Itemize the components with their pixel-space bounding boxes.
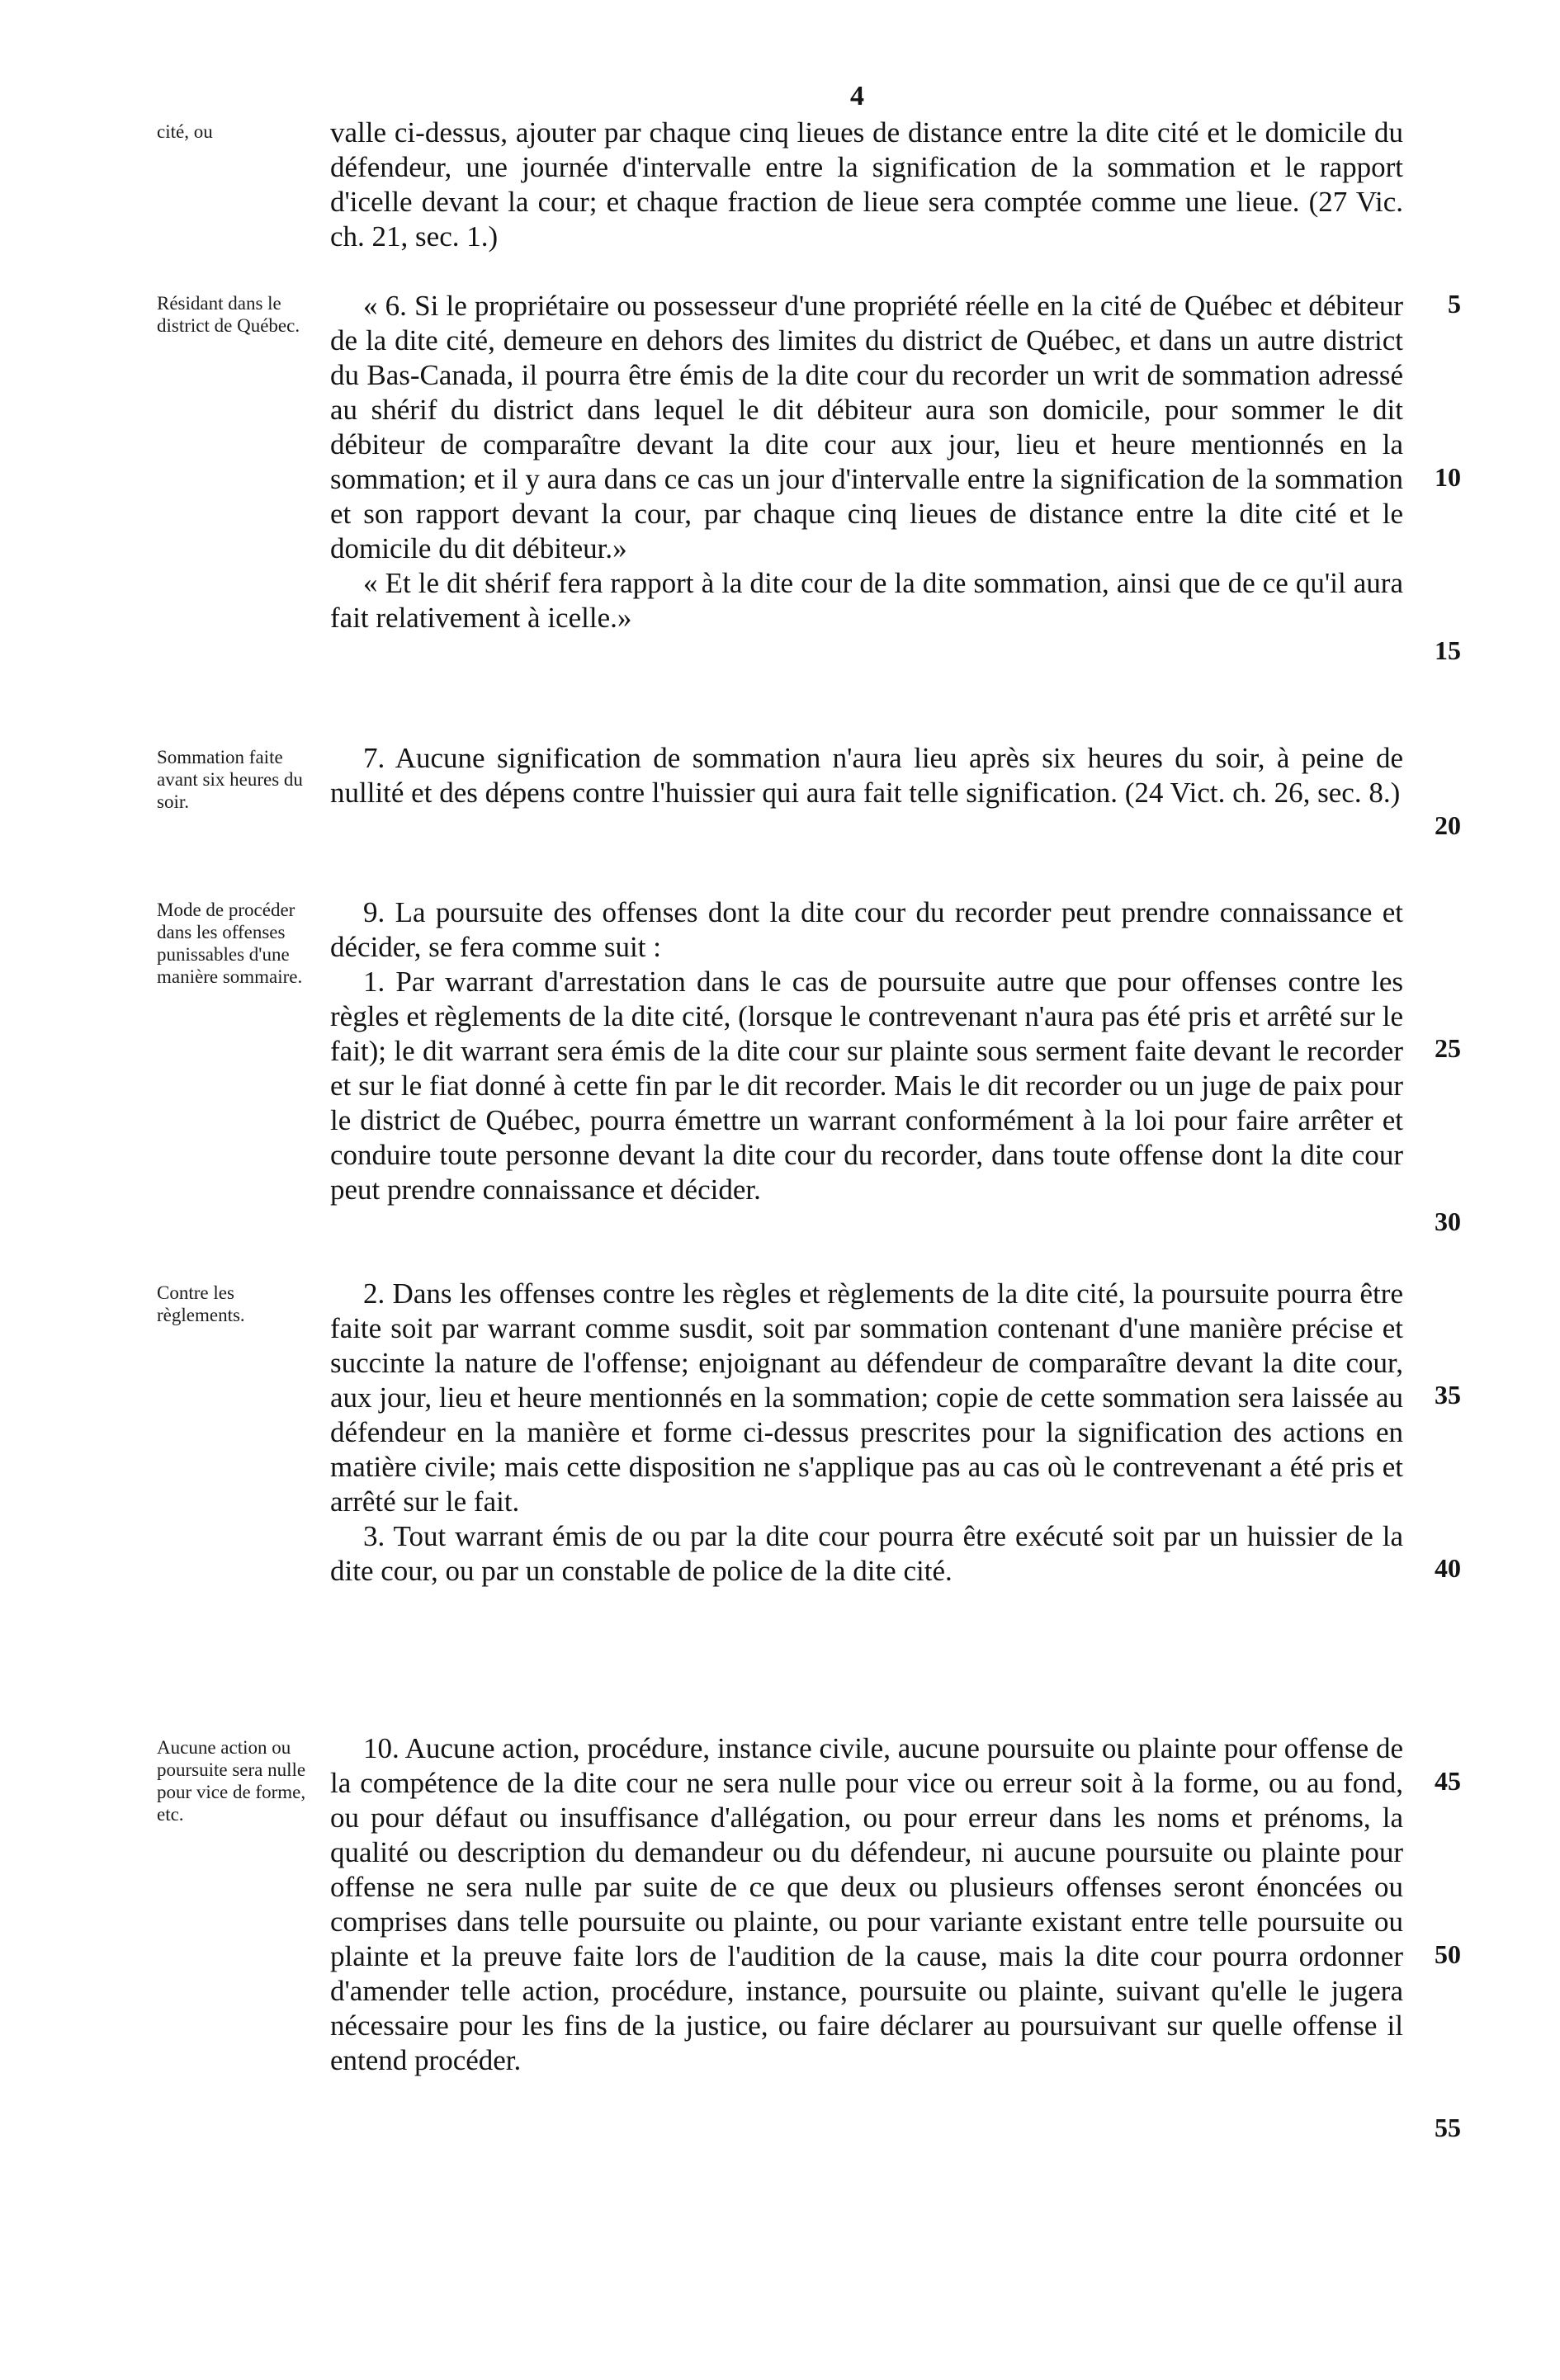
line-number: 50 (1435, 1939, 1461, 1969)
paragraph: « 6. Si le propriétaire ou possesseur d'une propriété réelle en la cité de Québec et débiteur de la dite cité, demeure en dehors des limites du district de Québec, et dans un autre district du Bas-Canada, il pourra être émis de la dite cour du recorder un writ de sommation adressé au shérif du district dans lequel le dit débiteur aura son domicile, pour sommer le dit débiteur de comparaître devant la dite cour aux jour, lieu et heure mentionnés en la sommation; et il y aura dans ce cas un jour d'intervalle entre la signification de la sommation et son rapport devant la cour, par chaque cinq lieues de distance entre la dite cité et le domicile du dit débiteur.» (330, 290, 1403, 564)
line-number: 30 (1435, 1207, 1461, 1236)
paragraph: valle ci-dessus, ajouter par chaque cinq lieues de distance entre la dite cité et le domicile du défendeur, une journée d'intervalle entre la signification de la sommation et le rapport d'icelle devant la cour; et chaque fraction de lieue sera comptée comme une lieue. (27 Vic. ch. 21, sec. 1.) (330, 116, 1403, 253)
margin-note: Sommation faite avant six heures du soir. (157, 747, 303, 812)
section-text (330, 289, 1403, 635)
margin-note: cité, ou (157, 121, 213, 142)
paragraph: 2. Dans les offenses contre les règles et règlements de la dite cité, la poursuite pourra être faite soit par warrant comme susdit, soit par sommation contenant d'une manière précise et succinte la nature de l'offense; enjoignant au défendeur de comparaître devant la dite cour, aux jour, lieu et heure mentionnés en la sommation; copie de cette sommation sera laissée au défendeur en la manière et forme ci-dessus prescrites pour la signification des actions en matière civile; mais cette disposition ne s'applique pas au cas où le contrevenant a été pris et arrêté sur le fait. (330, 1277, 1403, 1518)
section-text (330, 741, 1403, 810)
line-number: 20 (1435, 810, 1461, 840)
line-number: 10 (1435, 462, 1461, 492)
line-number: 55 (1435, 2113, 1461, 2142)
line-number: 15 (1435, 635, 1461, 665)
section-text (330, 116, 1403, 254)
line-number: 35 (1435, 1380, 1461, 1410)
line-number: 25 (1435, 1033, 1461, 1063)
margin-note: Mode de procéder dans les offenses punissables d'une manière sommaire. (157, 900, 303, 987)
section-text (330, 895, 1403, 1207)
margin-note: Résidant dans le district de Québec. (157, 293, 300, 336)
line-number: 45 (1435, 1766, 1461, 1796)
paragraph: 3. Tout warrant émis de ou par la dite cour pourra être exécuté soit par un huissier de la dite cour, ou par un constable de police de la dite cité. (330, 1520, 1403, 1587)
margin-note: Aucune action ou poursuite sera nulle pour vice de forme, etc. (157, 1737, 306, 1825)
paragraph: « Et le dit shérif fera rapport à la dite cour de la dite sommation, ainsi que de ce qu'il aura fait relativement à icelle.» (330, 567, 1403, 634)
line-number: 40 (1435, 1553, 1461, 1583)
paragraph: 1. Par warrant d'arrestation dans le cas de poursuite autre que pour offenses contre les règles et règlements de la dite cité, (lorsque le contrevenant n'aura pas été pris et arrêté sur le fait); le dit warrant sera émis de la dite cour sur plainte sous serment faite devant le recorder et sur le fiat donné à cette fin par le dit recorder. Mais le dit recorder ou un juge de paix pour le district de Québec, pourra émettre un warrant conformément à la loi pour faire arrêter et conduire toute personne devant la dite cour du recorder, dans toute offense dont la dite cour peut prendre connaissance et décider. (330, 966, 1403, 1206)
page-number: 4 (850, 81, 864, 111)
paragraph: 9. La poursuite des offenses dont la dite cour du recorder peut prendre connaissance et décider, se fera comme suit : (330, 896, 1403, 963)
line-number: 5 (1448, 289, 1461, 319)
margin-note: Contre les règlements. (157, 1282, 245, 1325)
section-text (330, 1277, 1403, 1589)
paragraph: 7. Aucune signification de sommation n'aura lieu après six heures du soir, à peine de nullité et des dépens contre l'huissier qui aura fait telle signification. (24 Vict. ch. 26, sec. 8.) (330, 742, 1403, 809)
section-text (330, 1731, 1403, 2078)
paragraph: 10. Aucune action, procédure, instance civile, aucune poursuite ou plainte pour offense de la compétence de la dite cour ne sera nulle pour vice ou erreur soit à la forme, ou au fond, ou pour défaut ou insuffisance d'allégation, ou pour erreur dans les noms et prénoms, la qualité ou description du demandeur ou du défendeur, ni aucune poursuite ou plainte pour offense ne sera nulle par suite de ce que deux ou plusieurs offenses seront énoncées ou comprises dans telle poursuite ou plainte, ou pour variante existant entre telle poursuite ou plainte et la preuve faite lors de l'audition de la cause, mais la dite cour pourra ordonner d'amender telle action, procédure, instance, poursuite ou plainte, suivant qu'elle le jugera nécessaire pour les fins de la justice, ou faire déclarer au poursuivant sur quelle offense il entend procéder. (330, 1732, 1403, 2076)
